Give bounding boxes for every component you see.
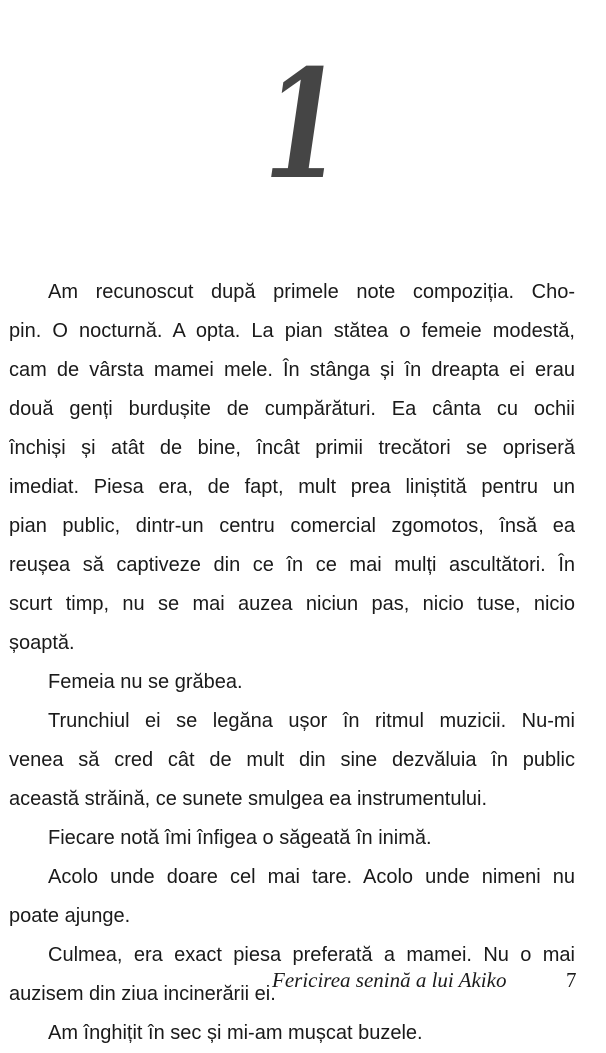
text-line: Culmea, era exact piesa preferată a mamei. Nu o mai bbox=[48, 944, 575, 966]
text-line: pin. O nocturnă. A opta. La pian stătea o femeie modestă, bbox=[9, 320, 575, 342]
text-line: cam de vârsta mamei mele. În stânga și în dreapta ei erau bbox=[9, 359, 575, 381]
text-line: Acolo unde doare cel mai tare. Acolo unde nimeni nu bbox=[48, 866, 575, 888]
text-line: Femeia nu se grăbea. bbox=[48, 671, 243, 693]
text-line: șoaptă. bbox=[9, 632, 75, 654]
chapter-text bbox=[9, 273, 575, 1053]
page-footer bbox=[0, 968, 606, 998]
text-line: Am recunoscut după primele note compoziția. Cho- bbox=[48, 281, 575, 303]
text-line: pian public, dintr-un centru comercial zgomotos, însă ea bbox=[9, 515, 575, 537]
page-number: 7 bbox=[566, 968, 577, 992]
chapter-number: 1 bbox=[263, 37, 343, 213]
running-title: Fericirea senină a lui Akiko bbox=[272, 968, 507, 992]
text-line: reușea să captiveze din ce în ce mai mulți ascultători. În bbox=[9, 554, 575, 576]
text-line: scurt timp, nu se mai auzea niciun pas, nicio tuse, nicio bbox=[9, 593, 575, 615]
text-line: Am înghițit în sec și mi-am mușcat buzele. bbox=[48, 1022, 423, 1044]
text-line: Trunchiul ei se legăna ușor în ritmul muzicii. Nu-mi bbox=[48, 710, 575, 732]
text-line: Fiecare notă îmi înfigea o săgeată în inimă. bbox=[48, 827, 432, 849]
text-line: închiși și atât de bine, încât primii trecători se opriseră bbox=[9, 437, 575, 459]
text-line: poate ajunge. bbox=[9, 905, 131, 927]
text-line: două genți burdușite de cumpărături. Ea cânta cu ochii bbox=[9, 398, 575, 420]
text-line: această străină, ce sunete smulgea ea instrumentului. bbox=[9, 788, 488, 810]
text-line: imediat. Piesa era, de fapt, mult prea liniștită pentru un bbox=[9, 476, 575, 498]
text-line: venea să cred cât de mult din sine dezvăluia în public bbox=[9, 749, 575, 771]
text-line: auzisem din ziua incinerării ei. bbox=[9, 983, 276, 1005]
